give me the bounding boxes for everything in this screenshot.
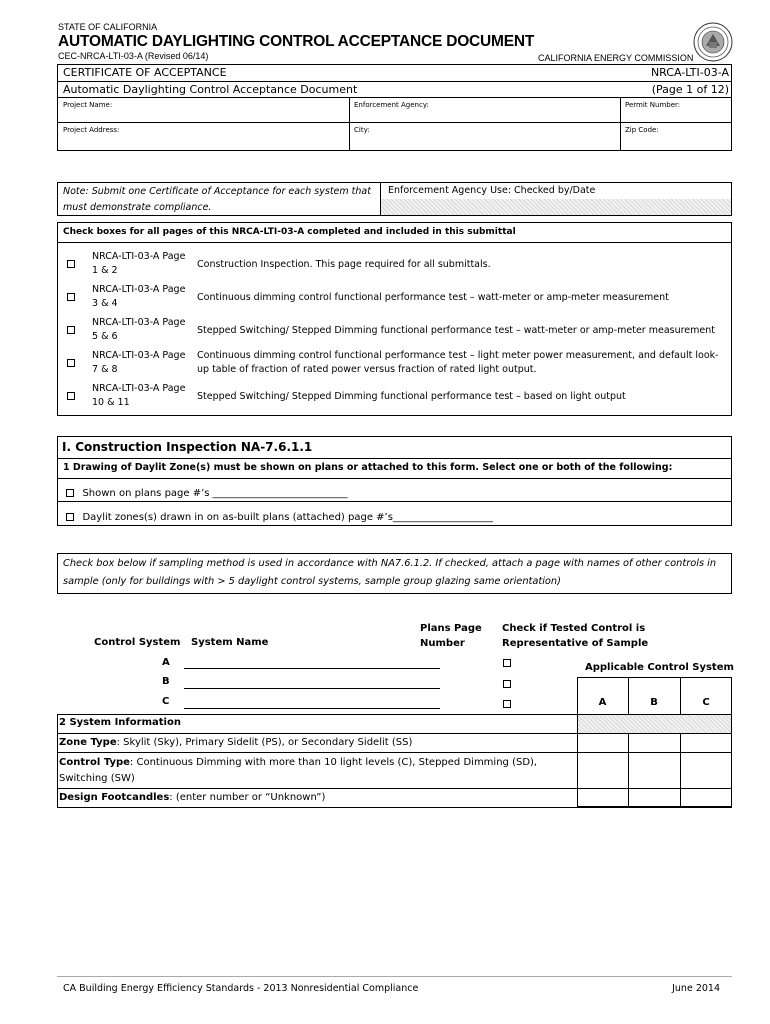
tested-checkbox-a[interactable] (503, 659, 511, 667)
design-footcandles-text: : (enter number or “Unknown”) (169, 792, 326, 803)
design-footcandles-row (59, 792, 574, 803)
system-name-c-field[interactable] (184, 708, 440, 709)
applicable-control-system-label: Applicable Control System (585, 662, 734, 673)
shown-on-plans-checkbox[interactable] (66, 489, 74, 497)
enforcement-agency-field[interactable] (350, 110, 619, 121)
sampling-text: Check box below if sampling method is used in accordance with NA7.6.1.2. If checked, attach a page with names of other controls in sample (only for buildings with > 5 daylight control systems, sample group glazing same orientation) (63, 558, 717, 587)
certificate-title: CERTIFICATE OF ACCEPTANCE (63, 66, 227, 79)
state-label: STATE OF CALIFORNIA (58, 22, 158, 32)
grid-col-a: A (598, 697, 607, 708)
grid-header-hatch (578, 715, 731, 733)
project-name-label: Project Name: (63, 101, 113, 109)
section-title: I. Construction Inspection NA-7.6.1.1 (62, 440, 313, 454)
as-built-checkbox[interactable] (66, 513, 74, 521)
shown-on-plans-option (66, 483, 348, 501)
form-id: CEC-NRCA-LTI-03-A (Revised 06/14) (58, 51, 209, 61)
control-type-cell-c[interactable] (681, 753, 731, 788)
zone-type-cell-b[interactable] (629, 734, 680, 752)
enforcement-agency-label: Enforcement Agency: (354, 101, 429, 109)
zone-type-label: Zone Type (59, 737, 117, 748)
page-range-label: NRCA-LTI-03-A Page 3 & 4 (92, 284, 186, 309)
permit-number-label: Permit Number: (625, 101, 681, 109)
control-type-label: Control Type (59, 757, 130, 768)
table-row (57, 249, 732, 282)
zone-type-text: : Skylit (Sky), Primary Sidelit (PS), or Secondary Sidelit (SS) (116, 737, 413, 748)
note-text: Note: Submit one Certificate of Acceptance for each system that must demonstrate compliance. (63, 186, 371, 213)
page-description: Continuous dimming control functional performance test – light meter power measurement, and default look-up table of fraction of rated power versus fraction of rated light output. (197, 350, 719, 375)
drawing-requirement: 1 Drawing of Daylit Zone(s) must be shown on plans or attached to this form. Select one or both of the following: (63, 462, 673, 473)
page-checkbox-5[interactable] (67, 392, 75, 400)
control-type-text: : Continuous Dimming with more than 10 light levels (C), Stepped Dimming (SD), Switching (SW) (59, 757, 538, 784)
energy-commission-seal-icon (693, 22, 733, 62)
as-built-option (66, 507, 493, 525)
control-system-b: B (162, 676, 170, 687)
project-address-label: Project Address: (63, 126, 120, 134)
zone-type-cell-a[interactable] (578, 734, 628, 752)
col-control-system: Control System (94, 637, 181, 648)
page-description: Stepped Switching/ Stepped Dimming functional performance test – based on light output (197, 391, 626, 402)
grid-col-c: C (702, 697, 710, 708)
city-label: City: (354, 126, 370, 134)
city-field[interactable] (350, 136, 619, 150)
page-description: Construction Inspection. This page required for all submittals. (197, 259, 491, 270)
page-checkbox-2[interactable] (67, 293, 75, 301)
project-name-field[interactable] (58, 110, 348, 121)
table-row (57, 381, 732, 414)
design-footcandles-label: Design Footcandles (59, 792, 170, 803)
col-plans-page: Plans Page Number (420, 623, 482, 649)
footcandles-cell-a[interactable] (578, 789, 628, 807)
system-information-title: 2 System Information (59, 717, 181, 728)
page-range-label: NRCA-LTI-03-A Page 1 & 2 (92, 251, 186, 276)
system-name-b-field[interactable] (184, 688, 440, 689)
page-range-label: NRCA-LTI-03-A Page 10 & 11 (92, 383, 186, 408)
col-tested-control: Check if Tested Control is Representative of Sample (502, 623, 649, 649)
footcandles-cell-b[interactable] (629, 789, 680, 807)
control-system-c: C (162, 696, 170, 707)
page-description: Continuous dimming control functional performance test – watt-meter or amp-meter measurement (197, 292, 669, 303)
tested-checkbox-c[interactable] (503, 700, 511, 708)
zip-code-label: Zip Code: (625, 126, 659, 134)
agency-name: CALIFORNIA ENERGY COMMISSION (538, 53, 694, 63)
zone-type-cell-c[interactable] (681, 734, 731, 752)
permit-number-field[interactable] (621, 110, 731, 121)
zip-code-field[interactable] (621, 136, 731, 150)
table-row (57, 348, 732, 381)
page-range-label: NRCA-LTI-03-A Page 7 & 8 (92, 350, 186, 375)
submittal-header: Check boxes for all pages of this NRCA-LTI-03-A completed and included in this submittal (63, 227, 516, 237)
agency-use-area (381, 199, 731, 215)
control-type-cell-a[interactable] (578, 753, 628, 788)
project-address-field[interactable] (58, 136, 348, 150)
zone-type-row (59, 737, 574, 748)
table-row (57, 282, 732, 315)
control-type-cell-b[interactable] (629, 753, 680, 788)
as-built-label: Daylit zones(s) drawn in on as-built plans (attached) page #’s____________________ (82, 512, 493, 523)
certificate-code: NRCA-LTI-03-A (650, 66, 729, 79)
grid-col-b: B (650, 697, 658, 708)
control-system-a: A (162, 657, 170, 668)
system-name-a-field[interactable] (184, 668, 440, 669)
control-type-row (59, 755, 574, 787)
page-checkbox-4[interactable] (67, 359, 75, 367)
certificate-subtitle: Automatic Daylighting Control Acceptance Document (63, 83, 358, 96)
page-number: (Page 1 of 12) (651, 83, 729, 96)
document-title: AUTOMATIC DAYLIGHTING CONTROL ACCEPTANCE DOCUMENT (58, 33, 535, 50)
tested-checkbox-b[interactable] (503, 680, 511, 688)
table-row (57, 315, 732, 348)
page-range-label: NRCA-LTI-03-A Page 5 & 6 (92, 317, 186, 342)
shown-on-plans-label: Shown on plans page #’s ___________________________ (82, 488, 348, 499)
page-description: Stepped Switching/ Stepped Dimming functional performance test – watt-meter or amp-meter measurement (197, 325, 715, 336)
footer-divider (57, 976, 732, 977)
footer-standards: CA Building Energy Efficiency Standards - 2013 Nonresidential Compliance (63, 983, 419, 994)
col-system-name: System Name (191, 637, 269, 648)
footcandles-cell-c[interactable] (681, 789, 731, 807)
footer-date: June 2014 (672, 983, 720, 994)
page-checkbox-1[interactable] (67, 260, 75, 268)
agency-use-label: Enforcement Agency Use: Checked by/Date (388, 185, 596, 196)
page-checkbox-3[interactable] (67, 326, 75, 334)
